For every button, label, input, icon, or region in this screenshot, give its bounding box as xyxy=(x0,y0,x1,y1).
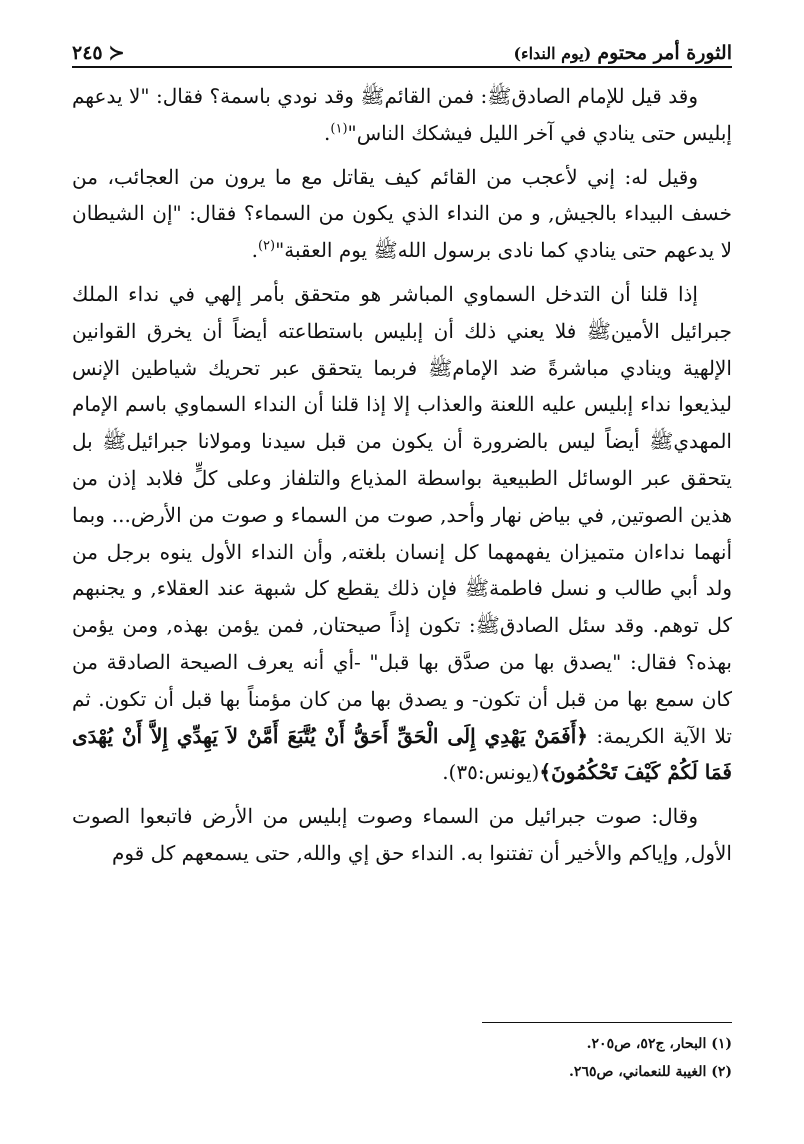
paragraph-end: . xyxy=(324,120,331,145)
paragraph-text: وقد قيل للإمام الصادق‌ﷺ: فمن القائم‌ﷺ وقد نودي باسمة؟ فقال: "لا يدعهم إبليس حتى ينادي في آخر الليل فيشكك الناس" xyxy=(72,84,732,145)
header-divider xyxy=(72,66,732,68)
footnote-ref: (١) xyxy=(330,121,348,137)
footnote: (٢) الغيبة للنعماني، ص٢٦٥. xyxy=(569,1064,732,1080)
footnote: (١) البحار، ج٥٢، ص٢٠٥. xyxy=(586,1036,732,1052)
running-header xyxy=(72,28,732,64)
quran-verse: ﴿أَفَمَنْ يَهْدِي إِلَى الْحَقِّ أَحَقُّ أَنْ يُتَّبَعَ أَمَّنْ لاَ يَهِدِّي إِلاَّ أَنْ يُهْدَى فَمَا لَكُمْ كَيْفَ تَحْكُمُونَ﴾ xyxy=(72,723,732,785)
paragraph-text: وقيل له: إني لأعجب من القائم كيف يقاتل مع ما يرون من العجائب، من خسف البيداء بالجيش, و من النداء الذي يكون من السماء؟ فقال: "إن الشيطان لا يدعهم حتى ينادي كما نادى برسول الله‌ﷺ يوم العقبة" xyxy=(72,164,732,263)
paragraph-text: إذا قلنا أن التدخل السماوي المباشر هو متحقق بأمر إلهي في نداء الملك جبرائيل الأمين‌ﷺ فلا يعني ذلك أن إبليس باستطاعته أيضاً أن يخرق القوانين الإلهية وينادي مباشرةً ضد الإمام‌ﷺ فربما يتحقق عبر تحريك شياطين الإنس ليذيعوا نداء إبليس عليه اللعنة والعذاب إلا إذا قلنا أن النداء السماوي باسم الإمام المهدي‌ﷺ أيضاً ليس بالضرورة أن يكون من قبل سيدنا ومولانا جبرائيل‌ﷺ بل يتحقق عبر الوسائل الطبيعية بواسطة المذياع والتلفاز وعلى كلٍّ فلابد إذن من هذين الصوتين, في بياض نهار وأحد, صوت من السماء و صوت من الأرض... وبما أنهما نداءان متميزان يفهمهما كل إنسان بلغته, وأن النداء الأول ينوه برجل من ولد أبي طالب و نسل فاطمة‌ﷺ فإن ذلك يقطع كل شبهة عند العقلاء, و يجنبهم كل توهم. وقد سئل الصادق‌ﷺ: تكون إذاً صيحتان, فمن يؤمن بهذه, ومن يؤمن بهذه؟ فقال: "يصدق بها من صدَّق بها قبل" -أي أنه يعرف الصيحة الصادقة من كان سمع بها من قبل أن تكون- و يصدق بها من كان مؤمناً بها قبل أن تكون. ثم تلا الآية الكريمة: xyxy=(72,281,732,748)
footnote-divider xyxy=(482,1022,732,1023)
paragraph xyxy=(72,798,732,872)
paragraph xyxy=(72,159,732,269)
header-subtitle: (يوم النداء) xyxy=(513,44,592,63)
footnotes xyxy=(72,1030,732,1086)
footnote-ref: (٢) xyxy=(257,238,276,254)
paragraph-text: وقال: صوت جبرائيل من السماء وصوت إبليس من الأرض فاتبعوا الصوت الأول, وإياكم والأخير أن تفتنوا به. النداء حق إي والله, حتى يسمعهم كل قوم xyxy=(72,804,732,865)
arrow-icon: ≺ xyxy=(108,42,125,64)
header-title: الثورة أمر محتوم xyxy=(597,42,732,64)
paragraph-end: . xyxy=(251,238,258,263)
body-text xyxy=(72,78,732,879)
header-title-group xyxy=(513,42,732,64)
header-page-group xyxy=(72,42,125,64)
quran-citation: (يونس:٣٥). xyxy=(442,760,540,785)
page-number: ٢٤٥ xyxy=(72,42,103,64)
paragraph xyxy=(72,78,732,152)
paragraph xyxy=(72,276,732,791)
